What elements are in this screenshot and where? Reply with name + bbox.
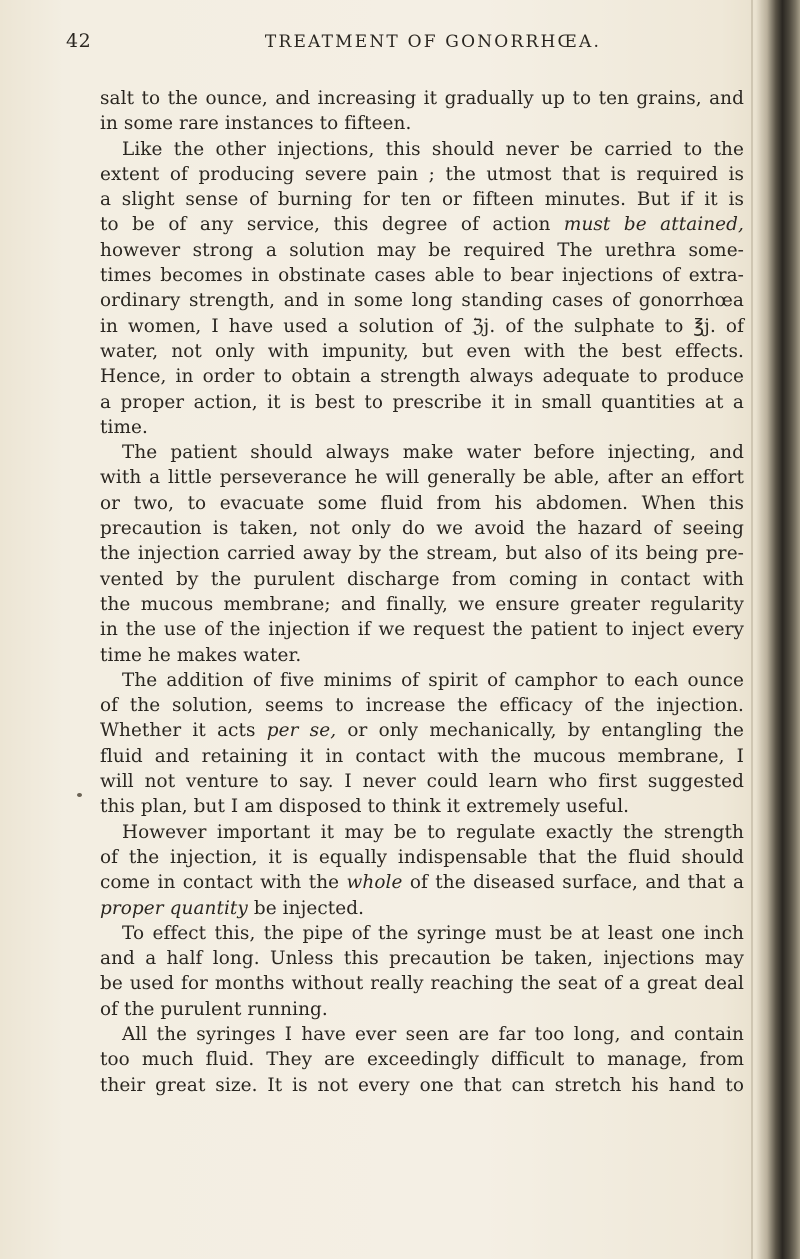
italic-phrase: proper quantity (100, 897, 248, 919)
text-line: with a little perseverance he will generally be able, after an effort (100, 467, 744, 489)
page-header (66, 30, 742, 54)
text-line: the mucous membrane; and finally, we ensure greater regularity (100, 593, 744, 615)
text-line: to be of any service, this degree of action must be attained, (100, 214, 744, 236)
text-line: a proper action, it is best to prescribe it in small quantities at a (100, 391, 744, 413)
text-line: precaution is taken, not only do we avoid the hazard of seeing (100, 518, 744, 540)
text-line: time. (100, 416, 148, 438)
text-line: the injection carried away by the stream, but also of its being pre- (100, 543, 744, 565)
text-line: The patient should always make water before injecting, and (122, 442, 744, 464)
text-line: time he makes water. (100, 644, 302, 666)
text-line: Hence, in order to obtain a strength always adequate to produce (100, 366, 744, 388)
text-line: The addition of five minims of spirit of camphor to each ounce (122, 669, 744, 691)
text-line: in some rare instances to fifteen. (100, 113, 412, 135)
binding-edge (756, 0, 800, 1259)
ink-speck (77, 793, 82, 797)
text-line: in women, I have used a solution of ℨj. of the sulphate to ℥j. of (100, 315, 744, 337)
page-number: 42 (66, 30, 92, 52)
text-line: fluid and retaining it in contact with the mucous membrane, I (100, 745, 744, 767)
text-line: times becomes in obstinate cases able to bear injections of extra- (100, 265, 744, 287)
text-line: their great size. It is not every one that can stretch his hand to (100, 1074, 744, 1096)
text-line: of the injection, it is equally indispensable that the fluid should (100, 846, 744, 868)
italic-phrase: whole (346, 872, 403, 894)
text-line: All the syringes I have ever seen are far too long, and contain (122, 1023, 744, 1045)
text-line: ordinary strength, and in some long standing cases of gonorrhœa (100, 290, 744, 312)
text-line: proper quantity be injected. (100, 897, 365, 919)
text-line: Whether it acts per se, or only mechanically, by entangling the (100, 720, 745, 742)
text-line: however strong a solution may be required The urethra some- (100, 239, 744, 261)
italic-phrase: must be attained, (563, 214, 744, 236)
text-line: water, not only with impunity, but even with the best effects. (100, 340, 744, 362)
text-line: this plan, but I am disposed to think it extremely useful. (100, 796, 630, 818)
text-line: in the use of the injection if we request the patient to inject every (100, 619, 744, 641)
page-gutter-line (751, 0, 753, 1259)
italic-phrase: per se, (266, 720, 337, 742)
text-line: Like the other injections, this should never be carried to the (122, 138, 744, 160)
text-line: will not venture to say. I never could learn who first suggested (100, 771, 744, 793)
text-line: and a half long. Unless this precaution be taken, injections may (100, 948, 744, 970)
text-line: extent of producing severe pain ; the utmost that is required is (100, 163, 744, 185)
body-text (100, 86, 744, 1098)
text-line: To effect this, the pipe of the syringe must be at least one inch (122, 922, 744, 944)
text-line: vented by the purulent discharge from coming in contact with (100, 568, 744, 590)
text-line: too much fluid. They are exceedingly difficult to manage, from (100, 1049, 744, 1071)
text-line: or two, to evacuate some fluid from his abdomen. When this (100, 492, 744, 514)
text-line: be used for months without really reaching the seat of a great deal (100, 973, 744, 995)
text-line: come in contact with the whole of the diseased surface, and that a (100, 872, 745, 894)
text-line: a slight sense of burning for ten or fifteen minutes. But if it is (100, 189, 744, 211)
text-line: However important it may be to regulate exactly the strength (122, 821, 744, 843)
running-title: TREATMENT OF GONORRHŒA. (264, 32, 602, 52)
text-line: salt to the ounce, and increasing it gradually up to ten grains, and (100, 88, 744, 109)
text-line: of the purulent running. (100, 998, 328, 1020)
text-line: of the solution, seems to increase the efficacy of the injection. (100, 695, 744, 717)
